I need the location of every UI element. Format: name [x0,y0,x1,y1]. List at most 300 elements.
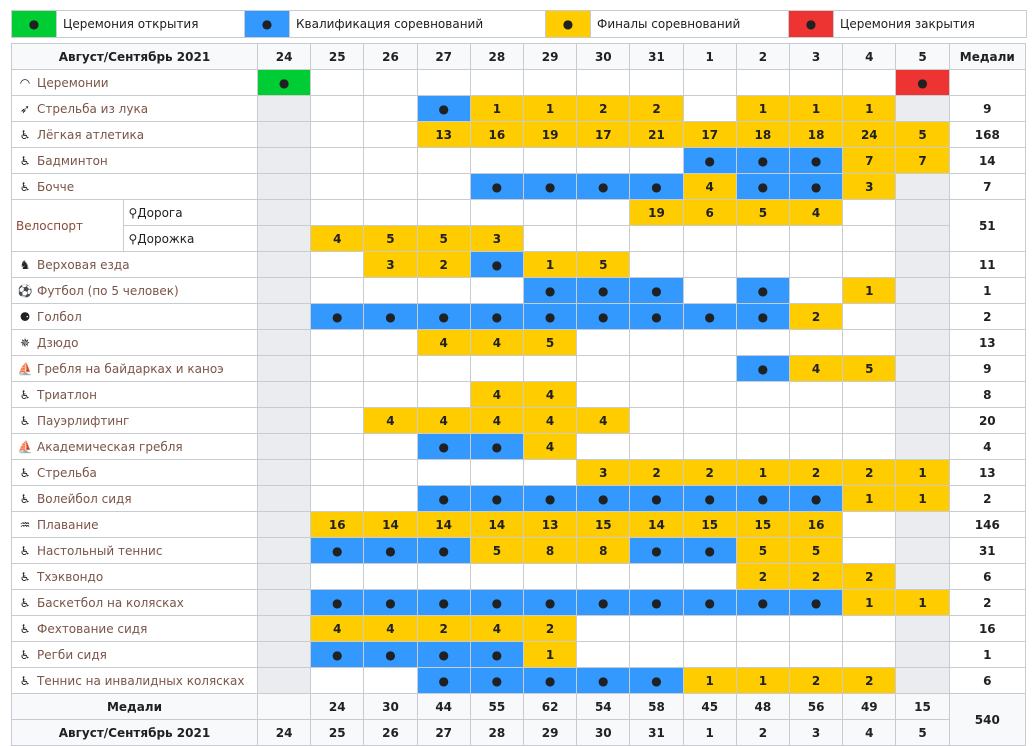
empty-cell [843,512,896,538]
empty-cell [896,434,949,460]
sport-name[interactable] [12,122,258,148]
day-header: 2 [736,720,789,746]
empty-cell [630,434,683,460]
medal-total: 6 [949,668,1025,694]
final-cell: 15 [577,512,630,538]
empty-cell [843,70,896,96]
empty-cell [896,564,949,590]
empty-cell [683,642,736,668]
empty-cell [257,148,310,174]
final-cell: 5 [843,356,896,382]
final-cell: 4 [417,330,470,356]
sport-name-text: Настольный теннис [37,543,163,558]
sport-name-text: Пауэрлифтинг [37,413,130,428]
empty-cell [311,668,364,694]
sport-row [12,252,1026,278]
qualification-cell: ● [470,174,523,200]
final-cell: 2 [736,564,789,590]
sport-row [12,382,1026,408]
final-cell: 19 [523,122,576,148]
qualification-cell: ● [470,668,523,694]
sport-name[interactable] [12,460,258,486]
sport-row [12,408,1026,434]
empty-cell [257,408,310,434]
final-cell: 4 [523,382,576,408]
empty-cell [630,252,683,278]
swimming-icon: ♒ [19,517,31,532]
final-cell: 17 [577,122,630,148]
day-header: 25 [311,44,364,70]
qualification-cell: ● [790,174,843,200]
canoe-icon: ⛵ [17,361,33,376]
month-header: Август/Сентябрь 2021 [12,720,258,746]
medal-total: 13 [949,330,1025,356]
sport-name[interactable] [12,96,258,122]
sport-subname[interactable] [124,200,258,226]
sport-name-text: Дорога [137,205,183,220]
empty-cell [843,642,896,668]
empty-cell [577,200,630,226]
empty-cell [790,616,843,642]
taekwondo-icon: ♿ [19,569,31,584]
empty-cell [896,616,949,642]
qualification-cell: ● [630,304,683,330]
empty-cell [311,252,364,278]
sport-row [12,70,1026,96]
empty-cell [630,382,683,408]
empty-cell [417,564,470,590]
empty-cell [896,408,949,434]
final-cell: 1 [470,96,523,122]
ceremony-icon: ◠ [19,75,31,90]
qualification-cell: ● [736,278,789,304]
empty-cell [790,434,843,460]
final-cell: 8 [523,538,576,564]
empty-cell [311,200,364,226]
badminton-icon: ♿ [19,153,31,168]
empty-cell [470,200,523,226]
qualification-cell: ● [311,642,364,668]
empty-cell [630,564,683,590]
empty-cell [523,564,576,590]
final-cell: 8 [577,538,630,564]
empty-cell [843,408,896,434]
qualification-cell: ● [683,538,736,564]
empty-cell [896,330,949,356]
empty-cell [257,226,310,252]
empty-cell [257,512,310,538]
empty-cell [311,148,364,174]
empty-cell [364,460,417,486]
empty-cell [577,356,630,382]
sport-name-text: Тхэквондо [37,569,104,584]
qualification-cell: ● [577,278,630,304]
sport-name[interactable] [12,616,258,642]
final-cell: 18 [736,122,789,148]
empty-cell [470,278,523,304]
legend [11,10,1027,38]
empty-cell [630,408,683,434]
sport-subname[interactable] [124,226,258,252]
day-header: 25 [311,720,364,746]
empty-cell [311,564,364,590]
medal-total: 2 [949,486,1025,512]
empty-cell [364,174,417,200]
closing-ceremony-cell: ● [896,70,949,96]
day-header: 26 [364,720,417,746]
empty-cell [683,616,736,642]
qualification-cell: ● [630,538,683,564]
empty-cell [417,382,470,408]
medal-total: 14 [949,148,1025,174]
wheelchair-rugby-icon: ♿ [19,647,31,662]
empty-cell [896,200,949,226]
final-cell: 4 [683,174,736,200]
empty-cell [577,330,630,356]
empty-cell [736,70,789,96]
final-cell: 2 [683,460,736,486]
empty-cell [630,70,683,96]
qualification-cell: ● [630,590,683,616]
empty-cell [790,226,843,252]
sport-name[interactable] [12,512,258,538]
final-cell: 1 [736,96,789,122]
final-cell: 4 [470,616,523,642]
empty-cell [417,356,470,382]
sport-name-text: Стрельба из лука [37,101,149,116]
day-header: 3 [790,720,843,746]
final-cell: 2 [630,460,683,486]
empty-cell [843,538,896,564]
final-cell: 16 [470,122,523,148]
final-cell: 5 [364,226,417,252]
sport-name[interactable] [12,278,258,304]
final-cell: 1 [896,590,949,616]
day-header: 24 [257,720,310,746]
day-header: 1 [683,44,736,70]
final-cell: 14 [364,512,417,538]
medal-total: 2 [949,304,1025,330]
sport-name[interactable] [12,486,258,512]
header-row [12,44,1026,70]
qualification-cell: ● [683,590,736,616]
day-header: 30 [577,720,630,746]
empty-cell [790,642,843,668]
qualification-cell: ● [523,278,576,304]
empty-cell [470,70,523,96]
empty-cell [257,174,310,200]
qualification-cell: ● [470,252,523,278]
final-cell: 2 [417,252,470,278]
rowing-icon: ⛵ [17,439,33,454]
day-header: 29 [523,720,576,746]
medal-total: 6 [949,564,1025,590]
medal-total: 4 [949,434,1025,460]
empty-cell [577,616,630,642]
final-cell: 2 [577,96,630,122]
final-cell: 4 [311,226,364,252]
qualification-cell: ● [577,590,630,616]
daily-medal-count: 24 [311,694,364,720]
empty-cell [364,200,417,226]
sport-name[interactable] [12,356,258,382]
qualification-cell: ● [470,590,523,616]
empty-cell [896,96,949,122]
empty-cell [311,122,364,148]
sport-name[interactable] [12,70,258,96]
daily-medal-count: 55 [470,694,523,720]
qualification-cell: ● [311,538,364,564]
qualification-cell: ● [577,486,630,512]
final-cell: 3 [470,226,523,252]
empty-cell [683,408,736,434]
empty-cell [630,356,683,382]
qualification-cell: ● [577,304,630,330]
sport-name-text: Голбол [37,309,82,324]
legend-swatch: ● [789,11,834,38]
table-tennis-icon: ♿ [19,543,31,558]
sport-row [12,200,1026,226]
qualification-cell: ● [523,668,576,694]
empty-cell [311,486,364,512]
qualification-cell: ● [311,590,364,616]
final-cell: 2 [790,564,843,590]
empty-cell [896,382,949,408]
empty-cell [577,564,630,590]
empty-cell [790,278,843,304]
day-header: 1 [683,720,736,746]
day-header: 28 [470,720,523,746]
cycling-icon: ⚲ [128,205,138,220]
empty-cell [896,538,949,564]
sport-row [12,330,1026,356]
final-cell: 1 [790,96,843,122]
final-cell: 5 [790,538,843,564]
final-cell: 4 [470,330,523,356]
empty-cell [896,512,949,538]
sport-name[interactable] [12,382,258,408]
empty-cell [683,382,736,408]
qualification-cell: ● [577,668,630,694]
archery-icon: ➶ [19,101,31,116]
grand-total: 540 [949,694,1025,746]
sport-row [12,590,1026,616]
qualification-cell: ● [417,434,470,460]
empty-cell [523,460,576,486]
empty-cell [364,486,417,512]
sport-name[interactable] [12,330,258,356]
qualification-cell: ● [417,304,470,330]
final-cell: 3 [843,174,896,200]
final-cell: 5 [736,538,789,564]
qualification-cell: ● [523,590,576,616]
empty-cell [257,304,310,330]
sport-name[interactable] [12,252,258,278]
empty-cell [364,122,417,148]
qualification-cell: ● [417,538,470,564]
empty-cell [896,252,949,278]
month-header: Август/Сентябрь 2021 [12,44,258,70]
empty-cell [683,330,736,356]
final-cell: 5 [523,330,576,356]
empty-cell [577,642,630,668]
empty-cell [364,70,417,96]
day-header: 27 [417,720,470,746]
sport-name-text: Плавание [37,517,99,532]
medal-total: 9 [949,356,1025,382]
day-header: 4 [843,720,896,746]
goalball-icon: ⚈ [19,309,31,324]
medals-header: Медали [949,44,1025,70]
empty-cell [417,278,470,304]
final-cell: 5 [736,200,789,226]
sport-name-text: Баскетбол на колясках [37,595,184,610]
final-cell: 1 [736,460,789,486]
empty-cell [257,564,310,590]
qualification-cell: ● [736,486,789,512]
final-cell: 1 [896,460,949,486]
medal-total: 9 [949,96,1025,122]
triathlon-icon: ♿ [19,387,31,402]
final-cell: 1 [523,96,576,122]
day-header: 29 [523,44,576,70]
qualification-cell: ● [523,174,576,200]
day-header: 24 [257,44,310,70]
final-cell: 6 [683,200,736,226]
daily-medal-count: 54 [577,694,630,720]
sport-row [12,460,1026,486]
empty-cell [311,278,364,304]
sport-name[interactable] [12,538,258,564]
sport-row [12,616,1026,642]
medal-total: 16 [949,616,1025,642]
sport-name[interactable] [12,304,258,330]
qualification-cell: ● [683,148,736,174]
empty-cell [843,200,896,226]
empty-cell [257,330,310,356]
empty-cell [683,434,736,460]
sport-name-text: Церемонии [37,75,109,90]
empty-cell [417,200,470,226]
sport-row [12,434,1026,460]
sport-name[interactable] [12,148,258,174]
sport-row [12,642,1026,668]
empty-cell [790,70,843,96]
sport-name[interactable] [12,668,258,694]
equestrian-icon: ♞ [19,257,31,272]
empty-cell [364,278,417,304]
empty-cell [311,460,364,486]
empty-cell [896,642,949,668]
sport-name-text: Футбол (по 5 человек) [37,283,179,298]
sport-name[interactable] [12,434,258,460]
sport-row [12,122,1026,148]
medal-total: 1 [949,278,1025,304]
schedule-table [11,43,1026,746]
empty-cell [683,564,736,590]
final-cell: 13 [523,512,576,538]
empty-cell [736,616,789,642]
day-header: 27 [417,44,470,70]
sport-name[interactable] [12,564,258,590]
final-cell: 4 [577,408,630,434]
sport-group-cycling[interactable]: Велоспорт [12,200,124,252]
day-header: 3 [790,44,843,70]
qualification-cell: ● [790,486,843,512]
medal-total: 31 [949,538,1025,564]
qualification-cell: ● [364,304,417,330]
shooting-icon: ♿ [19,465,31,480]
sport-name[interactable] [12,408,258,434]
final-cell: 1 [683,668,736,694]
empty-cell [311,382,364,408]
qualification-cell: ● [577,174,630,200]
empty-cell [523,200,576,226]
empty-cell [736,642,789,668]
sport-name-text: Верховая езда [37,257,130,272]
day-header: 26 [364,44,417,70]
sport-row [12,486,1026,512]
qualification-cell: ● [311,304,364,330]
empty-cell [736,408,789,434]
empty-cell [683,70,736,96]
day-header: 30 [577,44,630,70]
empty-cell [630,226,683,252]
daily-medal-count: 48 [736,694,789,720]
empty-cell [683,96,736,122]
sport-name-text: Волейбол сидя [37,491,132,506]
final-cell: 4 [311,616,364,642]
final-cell: 15 [736,512,789,538]
final-cell: 14 [417,512,470,538]
empty-cell [364,564,417,590]
sport-name[interactable] [12,590,258,616]
final-cell: 14 [630,512,683,538]
final-cell: 7 [896,148,949,174]
day-header: 31 [630,720,683,746]
sport-name-text: Регби сидя [37,647,107,662]
qualification-cell: ● [736,590,789,616]
final-cell: 2 [843,668,896,694]
final-cell: 16 [311,512,364,538]
empty-cell [364,434,417,460]
empty-cell [364,382,417,408]
empty-cell [311,96,364,122]
final-cell: 14 [470,512,523,538]
empty-cell [364,96,417,122]
medals-row-label: Медали [12,694,258,720]
medal-total [949,70,1025,96]
sport-name[interactable] [12,174,258,200]
qualification-cell: ● [364,538,417,564]
sport-name-text: Бадминтон [37,153,108,168]
daily-medal-count [257,694,310,720]
sport-name[interactable] [12,642,258,668]
final-cell: 1 [843,486,896,512]
empty-cell [523,356,576,382]
final-cell: 2 [630,96,683,122]
final-cell: 3 [577,460,630,486]
empty-cell [470,356,523,382]
qualification-cell: ● [470,486,523,512]
daily-medal-count: 15 [896,694,949,720]
medal-total: 1 [949,642,1025,668]
final-cell: 4 [364,616,417,642]
empty-cell [311,434,364,460]
empty-cell [736,382,789,408]
qualification-cell: ● [470,304,523,330]
final-cell: 4 [790,356,843,382]
